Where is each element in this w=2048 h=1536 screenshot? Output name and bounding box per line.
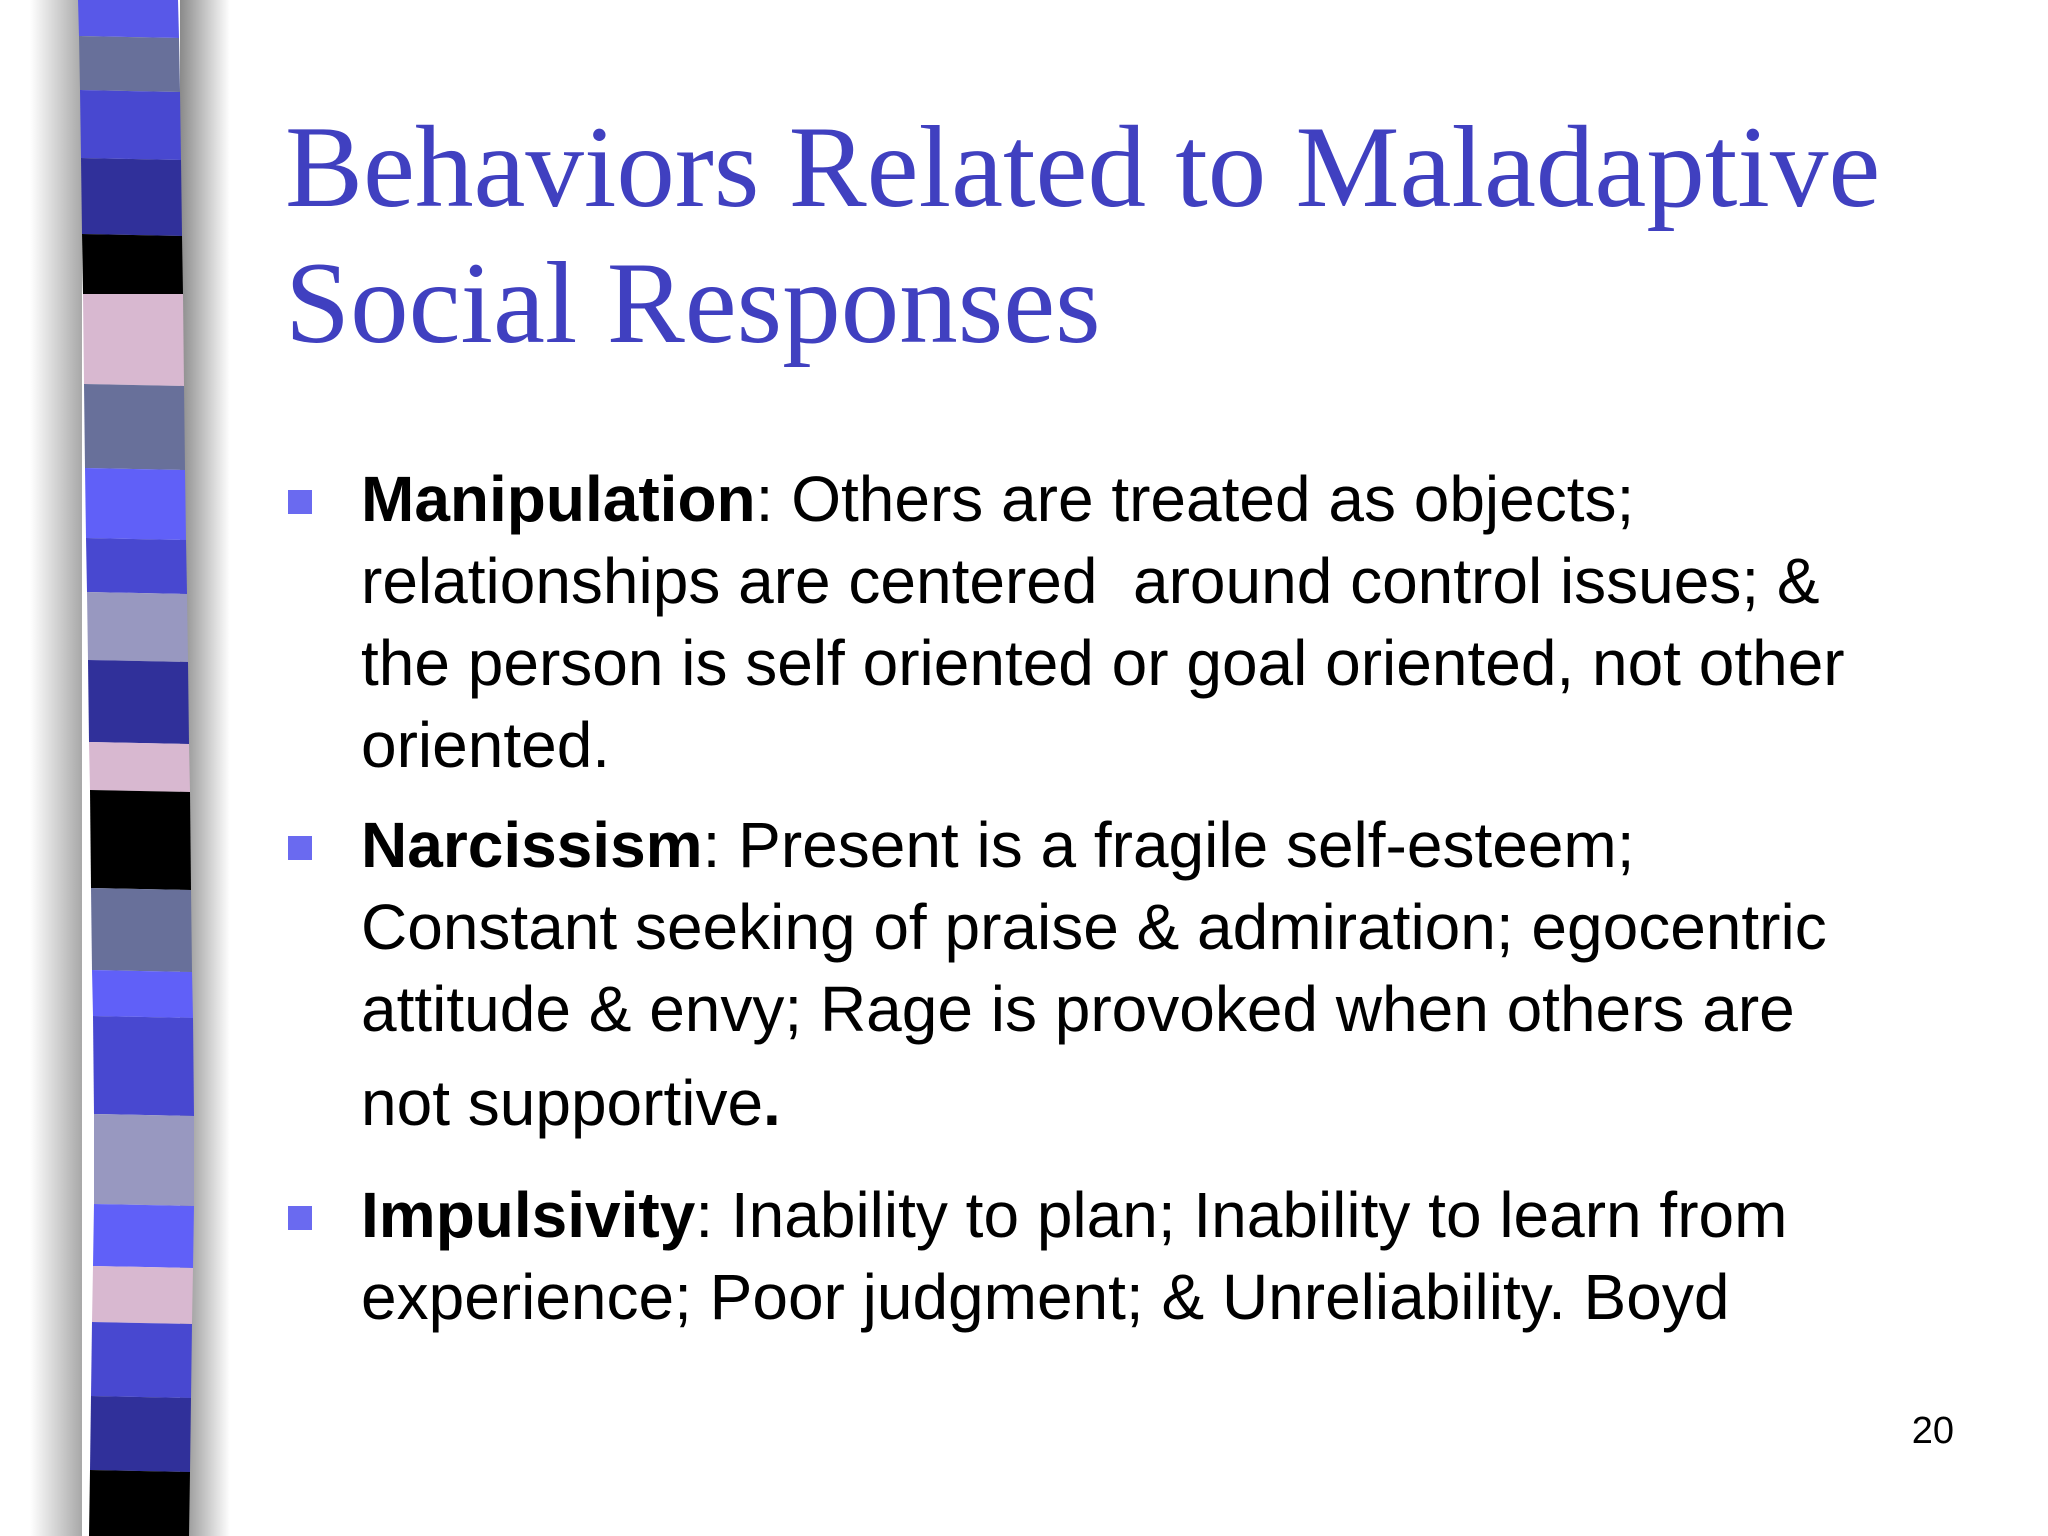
bullet-text: : Others are treated as objects; xyxy=(755,463,1635,535)
page-number: 20 xyxy=(1911,1410,1954,1452)
bullet-line: Constant seeking of praise & admiration; egocentric xyxy=(361,891,1827,963)
bullet-line xyxy=(361,804,1985,886)
bullet-text: : Inability to plan; Inability to learn from xyxy=(695,1179,1788,1251)
bullet-line: experience; Poor judgment; & Unreliability. Boyd xyxy=(361,1261,1730,1333)
bullet-line: the person is self oriented or goal oriented, not other xyxy=(361,627,1845,699)
bullet-text: not supportive xyxy=(361,1067,764,1139)
bullet-item-narcissism xyxy=(285,804,1985,1144)
bullet-text: : Present is a fragile self-esteem; xyxy=(702,809,1635,881)
bullet-item-manipulation xyxy=(285,458,1985,786)
bullet-line: oriented. xyxy=(361,709,611,781)
bullet-line: attitude & envy; Rage is provoked when others are xyxy=(361,973,1795,1045)
bullet-term: Manipulation xyxy=(361,463,756,535)
slide-title-line-2: Social Responses xyxy=(285,239,1101,368)
bullet-line xyxy=(361,1062,1985,1144)
bullet-term: Impulsivity xyxy=(361,1179,696,1251)
bullet-line: relationships are centered around control issues; & xyxy=(361,545,1820,617)
slide-title xyxy=(285,100,1985,372)
square-bullet-icon xyxy=(288,490,312,514)
bullet-line xyxy=(361,1174,1985,1256)
bullet-list xyxy=(285,458,1985,1338)
decorative-striped-bar xyxy=(0,0,230,1536)
bullet-line xyxy=(361,458,1985,540)
square-bullet-icon xyxy=(288,1206,312,1230)
bullet-term: Narcissism xyxy=(361,809,703,881)
square-bullet-icon xyxy=(288,836,312,860)
slide-title-line-1: Behaviors Related to Maladaptive xyxy=(285,103,1881,232)
bullet-period: . xyxy=(763,1067,781,1139)
bullet-item-impulsivity xyxy=(285,1174,1985,1338)
